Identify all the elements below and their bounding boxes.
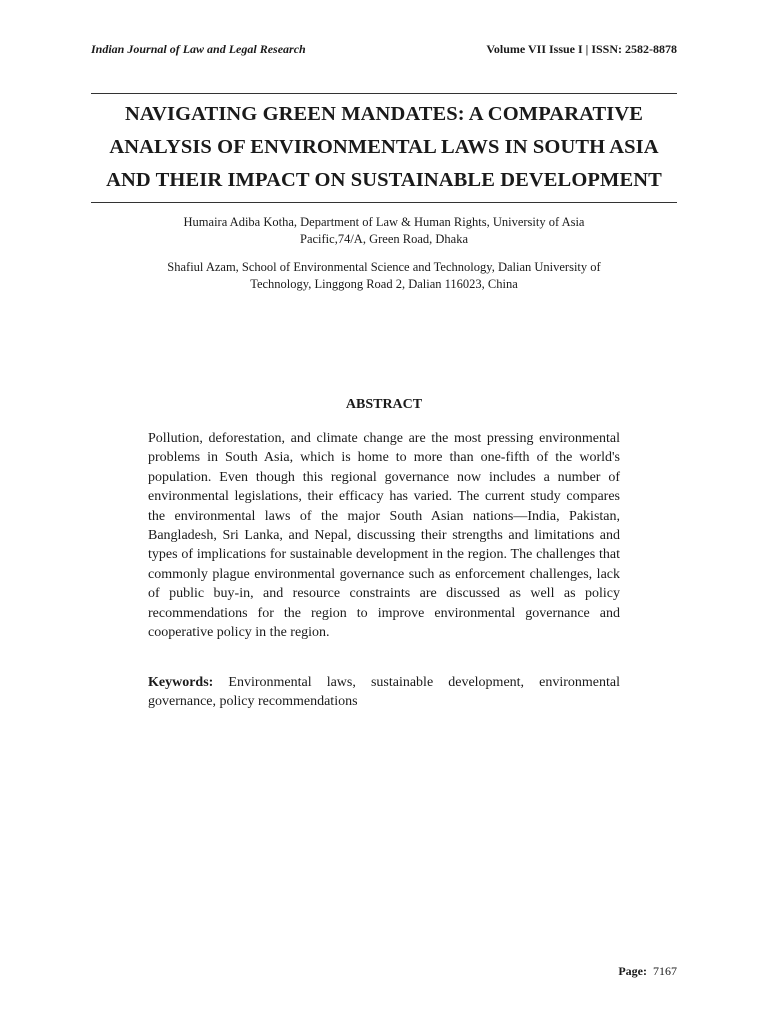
volume-issn: Volume VII Issue I | ISSN: 2582-8878 bbox=[486, 42, 677, 56]
paper-title bbox=[91, 98, 677, 197]
title-top-rule bbox=[91, 93, 677, 94]
keywords-paragraph bbox=[148, 673, 620, 712]
title-line: NAVIGATING GREEN MANDATES: A COMPARATIVE bbox=[124, 103, 644, 125]
keywords-label: Keywords: bbox=[148, 675, 214, 690]
keywords-text: Environmental laws, sustainable development, environmental governance, policy recommendations bbox=[148, 675, 621, 710]
author-line: Humaira Adiba Kotha, Department of Law & Human Rights, University of Asia bbox=[183, 215, 585, 229]
author-affiliation-2 bbox=[140, 259, 628, 293]
title-line: ANALYSIS OF ENVIRONMENTAL LAWS IN SOUTH ASIA bbox=[109, 136, 659, 158]
author-line: Pacific,74/A, Green Road, Dhaka bbox=[300, 232, 468, 246]
page-number bbox=[618, 964, 677, 979]
title-bottom-rule bbox=[91, 202, 677, 203]
page-label: Page: bbox=[618, 964, 647, 978]
author-affiliation-1 bbox=[140, 214, 628, 248]
running-header bbox=[91, 42, 677, 60]
abstract-heading: ABSTRACT bbox=[345, 397, 423, 412]
journal-name: Indian Journal of Law and Legal Research bbox=[91, 42, 306, 56]
abstract-body: Pollution, deforestation, and climate change are the most pressing environmental problems in South Asia, which is home to more than one-fifth of the world's population. Even though this regional governance now includes a number of environmental legislations, their efficacy has varied. The current study compares the environmental laws of the major South Asian nations—India, Pakistan, Bangladesh, Sri Lanka, and Nepal, discussing their strengths and limitations and types of implications for sustainable development in the region. The challenges that commonly plague environmental governance such as enforcement challenges, lack of public buy-in, and resource constraints are discussed as well as policy recommendations for the region to improve environmental governance and cooperative policy in the region. bbox=[148, 431, 620, 641]
page-number-value: 7167 bbox=[653, 964, 677, 978]
title-line: AND THEIR IMPACT ON SUSTAINABLE DEVELOPMENT bbox=[106, 169, 662, 191]
author-line: Technology, Linggong Road 2, Dalian 116023, China bbox=[250, 277, 518, 291]
author-line: Shafiul Azam, School of Environmental Science and Technology, Dalian University of bbox=[167, 260, 601, 274]
